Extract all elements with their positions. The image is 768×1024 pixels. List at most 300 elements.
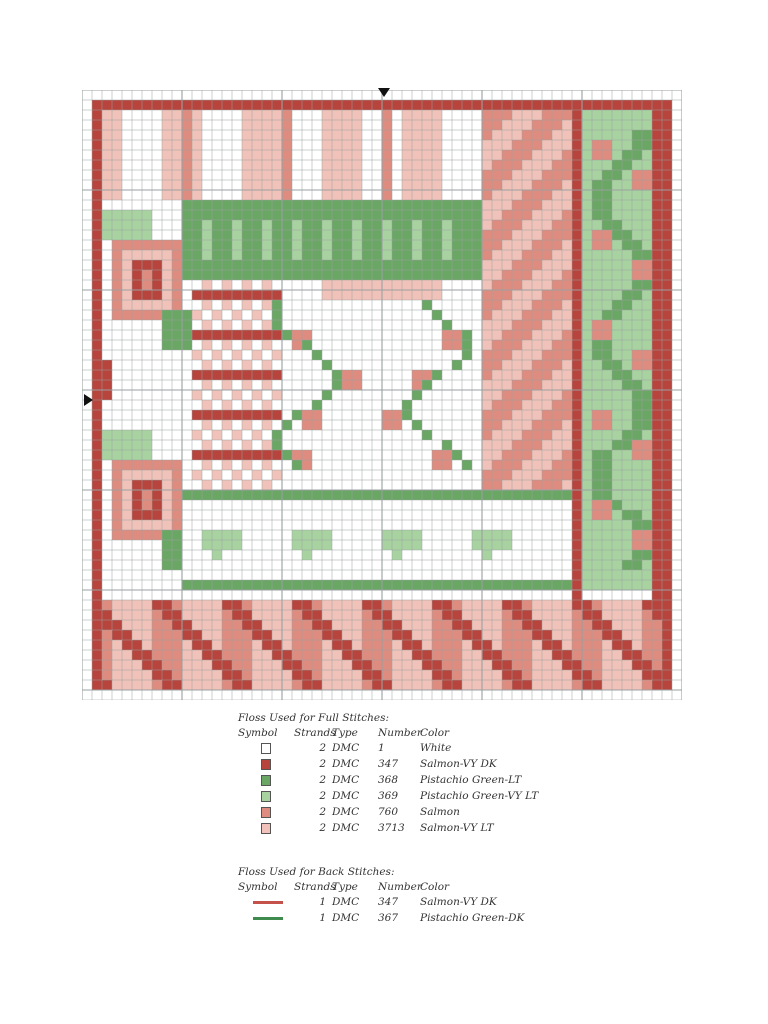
stitch-cell <box>602 280 612 290</box>
stitch-cell <box>502 290 512 300</box>
stitch-cell <box>532 460 542 470</box>
stitch-cell <box>382 490 392 500</box>
stitch-cell <box>122 230 132 240</box>
stitch-cell <box>272 170 282 180</box>
stitch-cell <box>452 100 462 110</box>
stitch-cell <box>172 530 182 540</box>
stitch-cell <box>222 460 232 470</box>
stitch-cell <box>182 330 192 340</box>
stitch-cell <box>352 190 362 200</box>
stitch-cell <box>392 200 402 210</box>
stitch-cell <box>512 480 522 490</box>
stitch-cell <box>392 230 402 240</box>
stitch-cell <box>232 220 242 230</box>
stitch-cell <box>222 210 232 220</box>
stitch-cell <box>202 100 212 110</box>
stitch-cell <box>632 130 642 140</box>
stitch-cell <box>642 510 652 520</box>
stitch-cell <box>552 240 562 250</box>
stitch-cell <box>312 660 322 670</box>
stitch-cell <box>592 230 602 240</box>
stitch-cell <box>342 270 352 280</box>
stitch-cell <box>322 200 332 210</box>
stitch-cell <box>592 370 602 380</box>
stitch-cell <box>92 630 102 640</box>
color-name: White <box>420 742 452 754</box>
stitch-cell <box>492 670 502 680</box>
stitch-cell <box>262 190 272 200</box>
stitch-cell <box>342 220 352 230</box>
symbol-swatch-cell <box>238 791 294 802</box>
stitch-cell <box>212 310 222 320</box>
stitch-cell <box>662 140 672 150</box>
stitch-cell <box>522 110 532 120</box>
stitch-cell <box>222 400 232 410</box>
stitch-cell <box>592 660 602 670</box>
stitch-cell <box>592 180 602 190</box>
stitch-cell <box>492 350 502 360</box>
stitch-cell <box>172 120 182 130</box>
stitch-cell <box>642 400 652 410</box>
legend-row <box>238 820 638 836</box>
stitch-cell <box>152 100 162 110</box>
stitch-cell <box>482 190 492 200</box>
stitch-cell <box>622 560 632 570</box>
stitch-cell <box>562 440 572 450</box>
stitch-cell <box>372 200 382 210</box>
stitch-cell <box>172 100 182 110</box>
stitch-cell <box>582 170 592 180</box>
stitch-cell <box>552 380 562 390</box>
stitch-cell <box>92 110 102 120</box>
stitch-cell <box>342 490 352 500</box>
stitch-cell <box>192 140 202 150</box>
color-name: Salmon-VY LT <box>420 822 494 834</box>
stitch-cell <box>222 540 232 550</box>
stitch-cell <box>632 440 642 450</box>
stitch-cell <box>592 600 602 610</box>
stitch-cell <box>532 640 542 650</box>
stitch-cell <box>112 290 122 300</box>
stitch-cell <box>152 250 162 260</box>
stitch-cell <box>112 270 122 280</box>
stitch-cell <box>272 120 282 130</box>
stitch-cell <box>512 400 522 410</box>
stitch-cell <box>312 260 322 270</box>
stitch-cell <box>242 400 252 410</box>
stitch-cell <box>202 540 212 550</box>
stitch-cell <box>182 660 192 670</box>
stitch-cell <box>312 530 322 540</box>
cross-stitch-chart <box>82 90 682 700</box>
stitch-cell <box>642 640 652 650</box>
stitch-cell <box>182 610 192 620</box>
stitch-cell <box>212 430 222 440</box>
stitch-cell <box>602 350 612 360</box>
stitch-cell <box>382 600 392 610</box>
stitch-cell <box>402 680 412 690</box>
stitch-cell <box>272 300 282 310</box>
stitch-cell <box>552 430 562 440</box>
stitch-cell <box>572 250 582 260</box>
stitch-cell <box>572 330 582 340</box>
stitch-cell <box>192 150 202 160</box>
stitch-cell <box>512 290 522 300</box>
stitch-cell <box>512 580 522 590</box>
stitch-cell <box>342 210 352 220</box>
stitch-cell <box>382 240 392 250</box>
stitch-cell <box>572 260 582 270</box>
stitch-cell <box>142 670 152 680</box>
stitch-cell <box>242 670 252 680</box>
stitch-cell <box>322 260 332 270</box>
stitch-cell <box>432 220 442 230</box>
stitch-cell <box>482 440 492 450</box>
stitch-cell <box>382 210 392 220</box>
stitch-cell <box>182 110 192 120</box>
stitch-cell <box>182 180 192 190</box>
stitch-cell <box>92 550 102 560</box>
stitch-cell <box>92 580 102 590</box>
stitch-cell <box>252 180 262 190</box>
stitch-cell <box>562 360 572 370</box>
stitch-cell <box>332 190 342 200</box>
stitch-cell <box>132 310 142 320</box>
stitch-cell <box>252 250 262 260</box>
symbol-swatch-cell <box>238 807 294 818</box>
stitch-cell <box>372 680 382 690</box>
stitch-cell <box>562 480 572 490</box>
stitch-cell <box>162 640 172 650</box>
stitch-cell <box>532 270 542 280</box>
stitch-cell <box>132 240 142 250</box>
stitch-cell <box>572 380 582 390</box>
stitch-cell <box>582 580 592 590</box>
stitch-cell <box>342 200 352 210</box>
stitch-cell <box>302 330 312 340</box>
stitch-cell <box>402 540 412 550</box>
stitch-cell <box>542 180 552 190</box>
stitch-cell <box>482 480 492 490</box>
stitch-cell <box>512 440 522 450</box>
stitch-cell <box>282 630 292 640</box>
stitch-cell <box>152 610 162 620</box>
stitch-cell <box>572 580 582 590</box>
stitch-cell <box>642 370 652 380</box>
stitch-cell <box>642 570 652 580</box>
stitch-cell <box>322 160 332 170</box>
stitch-cell <box>432 190 442 200</box>
stitch-cell <box>522 300 532 310</box>
stitch-cell <box>592 150 602 160</box>
stitch-cell <box>482 320 492 330</box>
stitch-cell <box>112 440 122 450</box>
stitch-cell <box>592 630 602 640</box>
stitch-cell <box>92 470 102 480</box>
stitch-cell <box>352 210 362 220</box>
stitch-cell <box>462 260 472 270</box>
stitch-cell <box>142 300 152 310</box>
stitch-cell <box>242 270 252 280</box>
stitch-cell <box>462 600 472 610</box>
stitch-cell <box>642 160 652 170</box>
stitch-cell <box>162 620 172 630</box>
stitch-cell <box>142 470 152 480</box>
stitch-cell <box>462 650 472 660</box>
stitch-cell <box>592 130 602 140</box>
stitch-cell <box>292 600 302 610</box>
stitch-cell <box>452 250 462 260</box>
stitch-cell <box>272 330 282 340</box>
stitch-cell <box>132 670 142 680</box>
stitch-cell <box>422 650 432 660</box>
number-value: 347 <box>378 758 399 770</box>
stitch-cell <box>432 260 442 270</box>
stitch-cell <box>652 430 662 440</box>
stitch-cell <box>552 370 562 380</box>
stitch-cell <box>652 530 662 540</box>
stitch-cell <box>632 550 642 560</box>
stitch-cell <box>582 230 592 240</box>
stitch-cell <box>512 220 522 230</box>
stitch-cell <box>482 460 492 470</box>
stitch-cell <box>112 100 122 110</box>
stitch-cell <box>622 210 632 220</box>
stitch-cell <box>162 680 172 690</box>
stitch-cell <box>332 100 342 110</box>
stitch-cell <box>262 210 272 220</box>
stitch-cell <box>342 680 352 690</box>
number-value: 368 <box>378 774 399 786</box>
stitch-cell <box>502 340 512 350</box>
stitch-cell <box>562 490 572 500</box>
stitch-cell <box>662 280 672 290</box>
stitch-cell <box>112 190 122 200</box>
stitch-cell <box>532 440 542 450</box>
stitch-cell <box>162 130 172 140</box>
stitch-cell <box>172 300 182 310</box>
stitch-cell <box>102 640 112 650</box>
stitch-cell <box>582 280 592 290</box>
stitch-cell <box>412 160 422 170</box>
stitch-cell <box>592 520 602 530</box>
stitch-cell <box>152 520 162 530</box>
stitch-cell <box>492 390 502 400</box>
stitch-cell <box>612 680 622 690</box>
stitch-cell <box>652 500 662 510</box>
stitch-cell <box>662 370 672 380</box>
stitch-cell <box>582 220 592 230</box>
back-stitch-title: Floss Used for Back Stitches: <box>238 866 395 878</box>
stitch-cell <box>482 550 492 560</box>
stitch-cell <box>422 670 432 680</box>
stitch-cell <box>382 130 392 140</box>
stitch-cell <box>392 640 402 650</box>
stitch-cell <box>642 390 652 400</box>
stitch-cell <box>92 650 102 660</box>
stitch-cell <box>572 270 582 280</box>
stitch-cell <box>302 220 312 230</box>
stitch-cell <box>122 100 132 110</box>
backstitch-line-swatch <box>253 917 283 920</box>
stitch-cell <box>492 420 502 430</box>
stitch-cell <box>492 170 502 180</box>
stitch-cell <box>542 340 552 350</box>
stitch-cell <box>592 670 602 680</box>
stitch-cell <box>402 150 412 160</box>
stitch-cell <box>522 430 532 440</box>
stitch-cell <box>622 480 632 490</box>
stitch-cell <box>432 100 442 110</box>
stitch-cell <box>92 620 102 630</box>
stitch-cell <box>622 570 632 580</box>
stitch-cell <box>302 640 312 650</box>
stitch-cell <box>202 290 212 300</box>
stitch-cell <box>522 660 532 670</box>
stitch-cell <box>332 170 342 180</box>
stitch-cell <box>172 650 182 660</box>
stitch-cell <box>512 610 522 620</box>
stitch-cell <box>312 620 322 630</box>
stitch-cell <box>132 680 142 690</box>
stitch-cell <box>632 420 642 430</box>
stitch-cell <box>632 580 642 590</box>
stitch-cell <box>262 370 272 380</box>
stitch-cell <box>572 230 582 240</box>
stitch-cell <box>352 100 362 110</box>
stitch-cell <box>182 490 192 500</box>
stitch-cell <box>412 290 422 300</box>
stitch-cell <box>652 100 662 110</box>
stitch-cell <box>362 680 372 690</box>
stitch-cell <box>322 140 332 150</box>
stitch-cell <box>512 240 522 250</box>
stitch-cell <box>482 330 492 340</box>
stitch-cell <box>302 490 312 500</box>
stitch-cell <box>542 610 552 620</box>
stitch-cell <box>112 680 122 690</box>
stitch-cell <box>432 180 442 190</box>
stitch-cell <box>662 230 672 240</box>
stitch-cell <box>272 110 282 120</box>
stitch-cell <box>622 600 632 610</box>
stitch-cell <box>632 160 642 170</box>
stitch-cell <box>422 160 432 170</box>
stitch-cell <box>322 210 332 220</box>
stitch-cell <box>482 430 492 440</box>
stitch-cell <box>332 240 342 250</box>
stitch-cell <box>102 370 112 380</box>
stitch-cell <box>662 130 672 140</box>
stitch-cell <box>232 230 242 240</box>
stitch-cell <box>652 320 662 330</box>
stitch-cell <box>542 230 552 240</box>
stitch-cell <box>492 380 502 390</box>
stitch-cell <box>582 600 592 610</box>
stitch-cell <box>522 220 532 230</box>
stitch-cell <box>592 450 602 460</box>
stitch-cell <box>582 270 592 280</box>
stitch-cell <box>602 450 612 460</box>
header-symbol: Symbol <box>238 881 278 893</box>
stitch-cell <box>142 280 152 290</box>
stitch-cell <box>372 640 382 650</box>
stitch-cell <box>512 230 522 240</box>
stitch-cell <box>632 260 642 270</box>
stitch-cell <box>592 500 602 510</box>
stitch-cell <box>172 680 182 690</box>
stitch-cell <box>122 460 132 470</box>
stitch-cell <box>352 580 362 590</box>
stitch-cell <box>572 530 582 540</box>
stitch-cell <box>402 100 412 110</box>
stitch-cell <box>232 680 242 690</box>
stitch-cell <box>612 130 622 140</box>
stitch-cell <box>582 400 592 410</box>
stitch-cell <box>372 220 382 230</box>
stitch-cell <box>322 100 332 110</box>
full-stitch-rows <box>238 740 638 836</box>
stitch-cell <box>382 200 392 210</box>
stitch-cell <box>292 240 302 250</box>
stitch-cell <box>462 250 472 260</box>
stitch-cell <box>612 460 622 470</box>
stitch-cell <box>222 450 232 460</box>
stitch-cell <box>572 130 582 140</box>
stitch-cell <box>632 360 642 370</box>
stitch-cell <box>302 620 312 630</box>
stitch-cell <box>562 610 572 620</box>
stitch-cell <box>312 270 322 280</box>
stitch-cell <box>492 540 502 550</box>
stitch-cell <box>612 100 622 110</box>
stitch-cell <box>642 360 652 370</box>
stitch-cell <box>582 380 592 390</box>
stitch-cell <box>582 410 592 420</box>
stitch-cell <box>432 680 442 690</box>
stitch-cell <box>562 170 572 180</box>
stitch-cell <box>242 150 252 160</box>
stitch-cell <box>492 660 502 670</box>
stitch-cell <box>482 130 492 140</box>
stitch-cell <box>412 190 422 200</box>
stitch-cell <box>212 290 222 300</box>
stitch-cell <box>612 640 622 650</box>
stitch-cell <box>652 390 662 400</box>
stitch-cell <box>252 350 262 360</box>
stitch-cell <box>132 510 142 520</box>
stitch-cell <box>632 560 642 570</box>
stitch-cell <box>272 680 282 690</box>
stitch-cell <box>92 250 102 260</box>
stitch-cell <box>582 330 592 340</box>
stitch-cell <box>102 180 112 190</box>
stitch-cell <box>602 630 612 640</box>
stitch-cell <box>582 670 592 680</box>
stitch-cell <box>102 210 112 220</box>
stitch-cell <box>222 580 232 590</box>
stitch-cell <box>462 240 472 250</box>
stitch-cell <box>632 240 642 250</box>
stitch-cell <box>232 330 242 340</box>
stitch-cell <box>522 320 532 330</box>
stitch-cell <box>102 150 112 160</box>
stitch-cell <box>612 190 622 200</box>
stitch-cell <box>102 680 112 690</box>
stitch-cell <box>532 260 542 270</box>
stitch-cell <box>192 160 202 170</box>
stitch-cell <box>142 630 152 640</box>
